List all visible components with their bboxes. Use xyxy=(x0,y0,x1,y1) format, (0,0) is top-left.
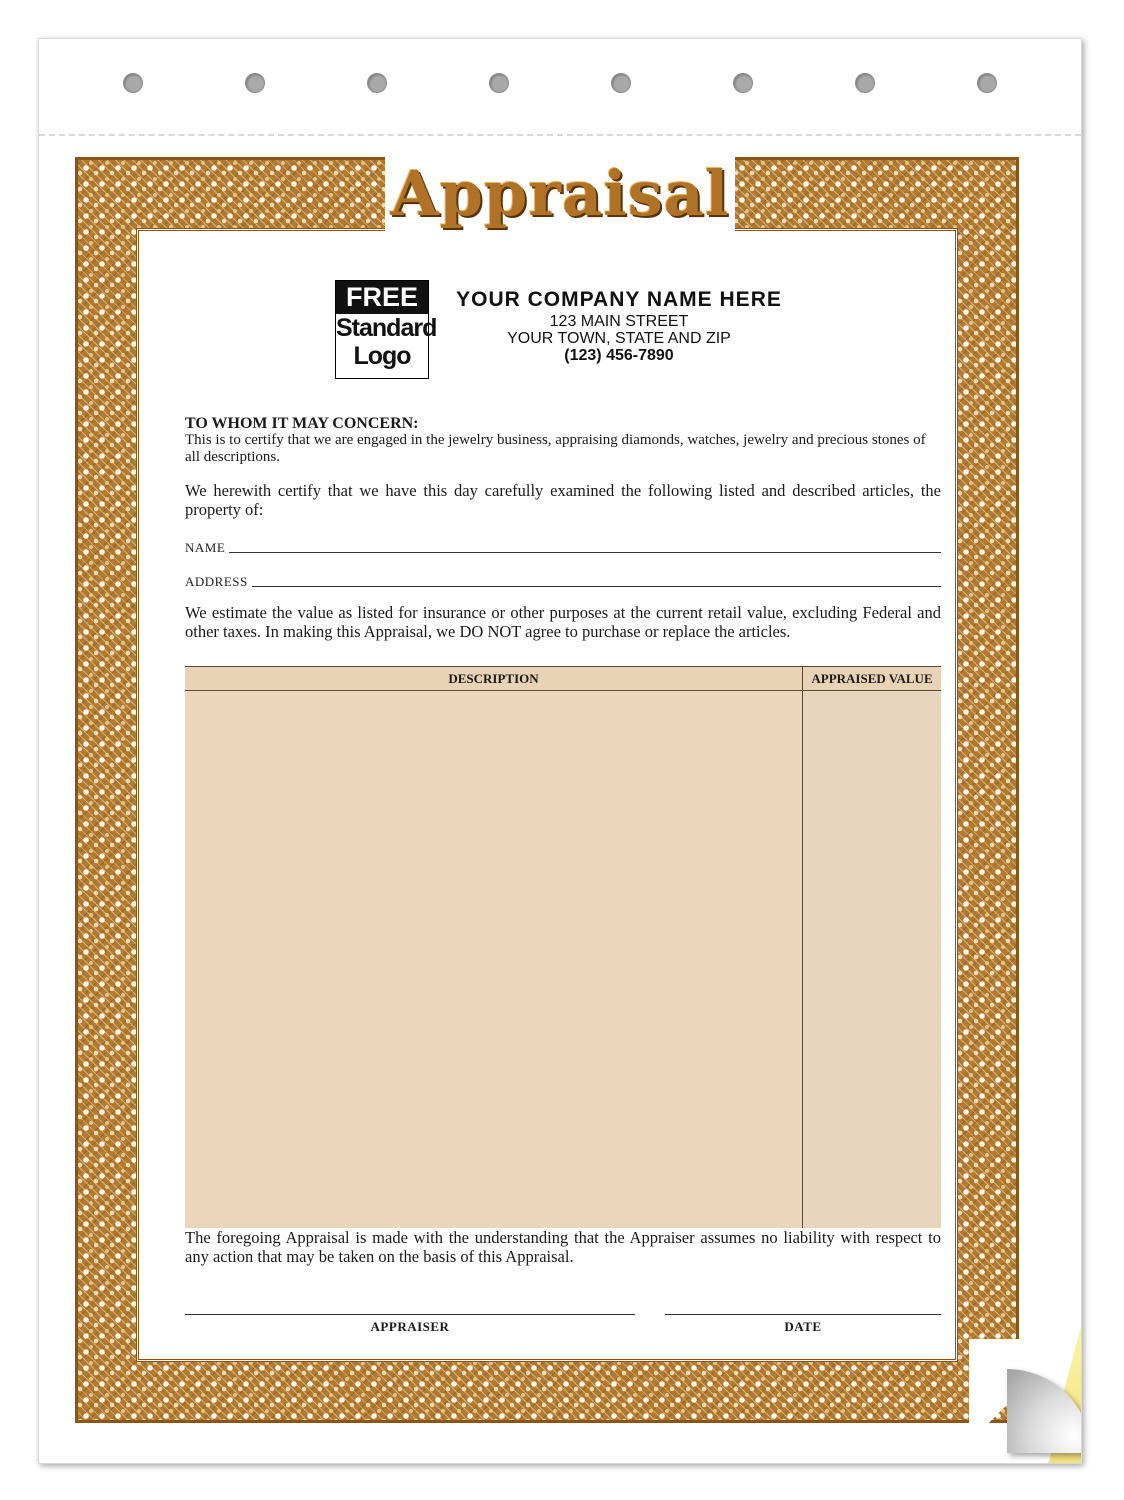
appraiser-signature-line[interactable] xyxy=(185,1314,635,1315)
date-signature-line[interactable] xyxy=(665,1314,941,1315)
name-field-line[interactable] xyxy=(229,551,941,553)
estimate-paragraph: We estimate the value as listed for insurance or other purposes at the current retail value, excluding Federal and other taxes. In making this Appraisal, we DO NOT agree to purchase or replace the articles. xyxy=(185,603,941,641)
description-column-area[interactable] xyxy=(185,691,803,1228)
date-label: DATE xyxy=(784,1319,822,1334)
liability-paragraph: The foregoing Appraisal is made with the understanding that the Appraiser assumes no liability with respect to any action that may be taken on the basis of this Appraisal. xyxy=(185,1228,941,1266)
appraised-value-column-header: APPRAISED VALUE xyxy=(811,671,933,686)
punch-hole-8 xyxy=(977,73,997,93)
logo-placeholder xyxy=(335,280,437,379)
company-phone: (123) 456-7890 xyxy=(564,347,674,364)
title-plate xyxy=(385,147,735,241)
logo-line-2: Logo xyxy=(353,342,411,370)
company-info xyxy=(439,287,799,364)
logo-free-label: FREE xyxy=(336,281,428,314)
company-street: 123 MAIN STREET xyxy=(549,313,689,330)
appraisal-items-table xyxy=(185,666,941,1228)
intro-paragraph: This is to certify that we are engaged in the jewelry business, appraising diamonds, watches, jewelry and precious stones of all descriptions. xyxy=(185,432,926,465)
certify-paragraph: We herewith certify that we have this day carefully examined the following listed and described articles, the property of: xyxy=(185,481,941,519)
punch-hole-1 xyxy=(123,73,143,93)
punch-hole-4 xyxy=(489,73,509,93)
name-field-label: NAME xyxy=(185,540,226,555)
punch-hole-3 xyxy=(367,73,387,93)
appraiser-label: APPRAISER xyxy=(370,1319,450,1334)
address-field-line[interactable] xyxy=(252,585,941,587)
appraisal-form-sheet xyxy=(38,38,1082,1464)
punch-hole-2 xyxy=(245,73,265,93)
appraised-value-column-area[interactable] xyxy=(803,691,941,1228)
punch-hole-5 xyxy=(611,73,631,93)
perforation-line xyxy=(39,134,1081,136)
company-name: YOUR COMPANY NAME HERE xyxy=(456,288,782,311)
address-field-label: ADDRESS xyxy=(185,574,248,589)
name-field-row[interactable] xyxy=(185,535,941,555)
punch-hole-7 xyxy=(855,73,875,93)
table-header-row xyxy=(185,667,941,691)
description-column-header: DESCRIPTION xyxy=(185,667,803,690)
address-field-row[interactable] xyxy=(185,569,941,589)
logo-line-1: Standard xyxy=(336,314,437,342)
punch-hole-6 xyxy=(733,73,753,93)
company-city-state-zip: YOUR TOWN, STATE AND ZIP xyxy=(507,330,731,347)
form-title: Appraisal xyxy=(390,157,730,230)
table-body xyxy=(185,691,941,1228)
greeting-heading: TO WHOM IT MAY CONCERN: xyxy=(185,415,419,432)
